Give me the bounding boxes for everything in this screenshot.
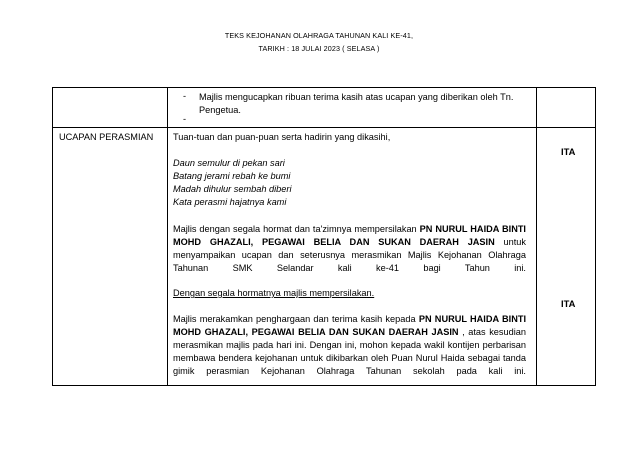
column-divider-1 [167, 88, 168, 385]
speaker-tag-ita: ITA [561, 298, 576, 309]
appreciation-paragraph [173, 313, 526, 378]
pantun-line-3: Madah dihulur sembah diberi [173, 184, 292, 194]
pantun-line-4: Kata perasmi hajatnya kami [173, 197, 287, 207]
bullet-dash: - [183, 91, 187, 101]
row-divider [53, 127, 595, 128]
document-date: TARIKH : 18 JULAI 2023 ( SELASA ) [258, 44, 380, 53]
guest-name: PN NURUL HAIDA BINTI MOHD GHAZALI, PEGAWAI BELIA DAN SUKAN DAERAH JASIN [173, 314, 526, 338]
appreciation-details: , atas kesudian merasmikan majlis pada hari ini. Dengan ini, mohon kepada wakil kontijen perbarisan membawa bendera kejohanan untuk dikibarkan oleh Puan Nurul Haida sebagai tanda gimik perasmian Kejohanan Olahraga Tahunan sekolah pada kali ini. [173, 327, 526, 377]
invitation-closing: Dengan segala hormatnya majlis mempersilakan. [173, 288, 375, 298]
bullet-dash: - [183, 114, 187, 124]
invitation-text: Majlis dengan segala hormat dan ta'zimnya mempersilakan [173, 224, 417, 234]
pantun-line-1: Daun semulur di pekan sari [173, 158, 285, 168]
appreciation-text: Majlis merakamkan penghargaan dan terima kasih kepada [173, 314, 416, 324]
row-label-ucapan-perasmian: UCAPAN PERASMIAN [59, 132, 154, 142]
document-title: TEKS KEJOHANAN OLAHRAGA TAHUNAN KALI KE-41, [224, 31, 414, 40]
pantun-line-2: Batang jerami rebah ke bumi [173, 171, 291, 181]
script-table [52, 87, 596, 386]
guest-name: PN NURUL HAIDA BINTI MOHD GHAZALI, PEGAWAI BELIA DAN SUKAN DAERAH JASIN [173, 224, 526, 248]
invitation-purpose: untuk menyampaikan ucapan dan seterusnya merasmikan Majlis Kejohanan Olahraga Tahunan SMK Selandar kali ke-41 bagi Tahun ini. [173, 237, 526, 274]
thanks-line-1: Majlis mengucapkan ribuan terima kasih atas ucapan yang diberikan oleh Tn. [199, 92, 514, 102]
column-divider-2 [536, 88, 537, 385]
thanks-line-2: Pengetua. [199, 105, 241, 115]
greeting-text: Tuan-tuan dan puan-puan serta hadirin yang dikasihi, [173, 132, 391, 142]
invitation-paragraph [173, 223, 526, 275]
speaker-tag-ita: ITA [561, 146, 576, 157]
